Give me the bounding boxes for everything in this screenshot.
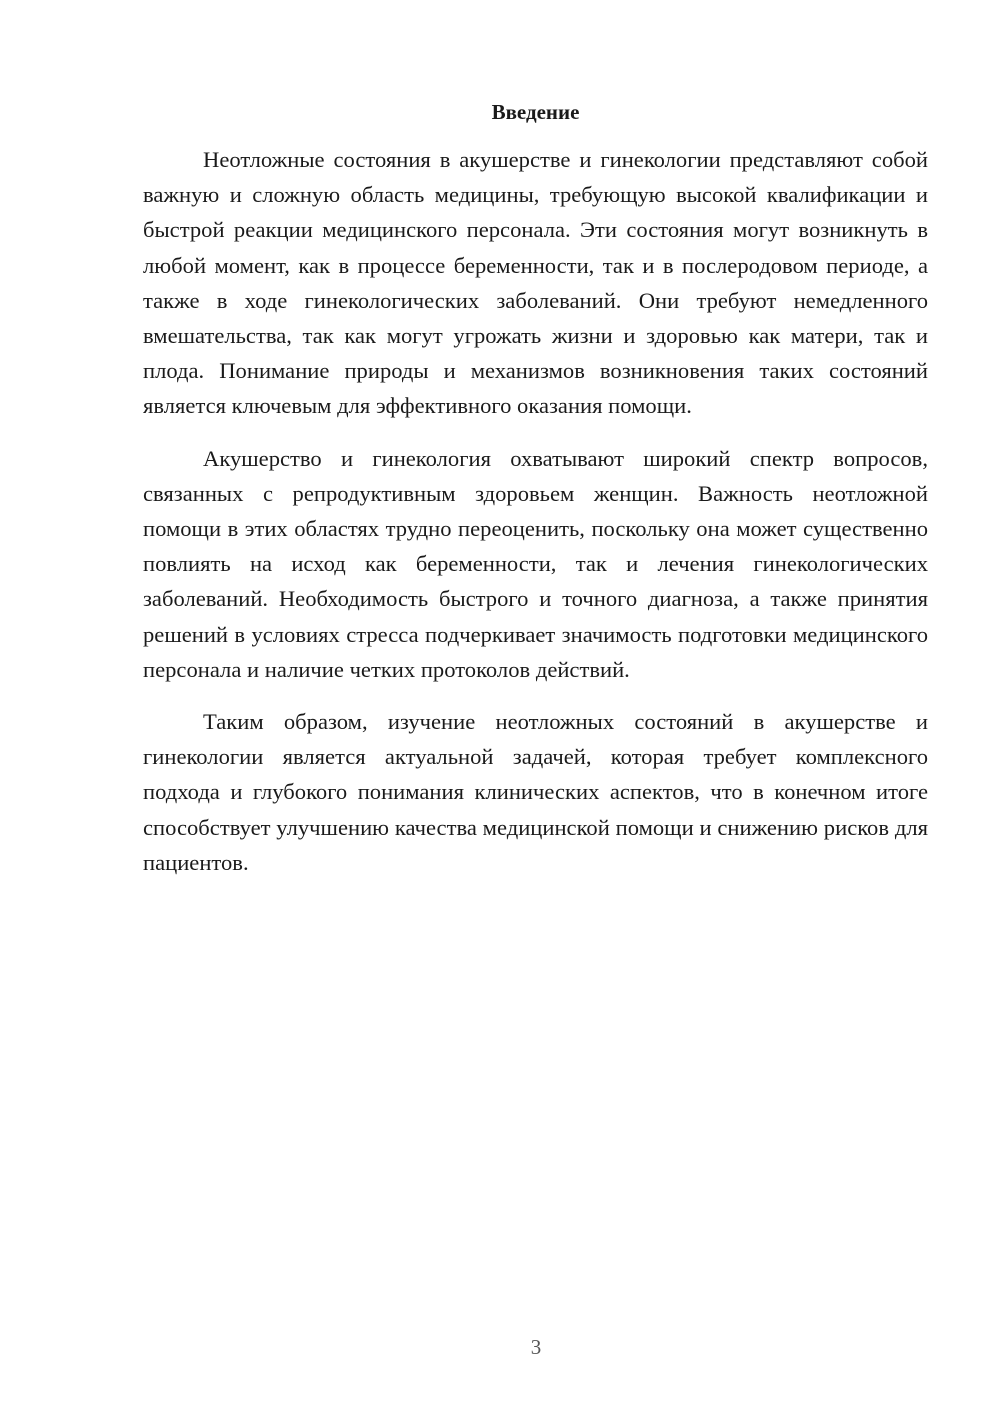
body-text — [143, 142, 928, 897]
section-heading: Введение — [491, 100, 580, 124]
paragraph-2: Акушерство и гинекология охватывают широкий спектр вопросов, связанных с репродуктивным здоровьем женщин. Важность неотложной помощи в этих областях трудно переоценить, поскольку она может существенно повлиять на исход как беременности, так и лечения гинекологических заболеваний. Необходимость быстрого и точного диагноза, а также принятия решений в условиях стресса подчеркивает значимость подготовки медицинского персонала и наличие четких протоколов действий. — [143, 445, 928, 682]
page-number: 3 — [530, 1335, 542, 1359]
paragraph-1: Неотложные состояния в акушерстве и гинекологии представляют собой важную и сложную область медицины, требующую высокой квалификации и быстрой реакции медицинского персонала. Эти состояния могут возникнуть в любой момент, как в процессе беременности, так и в послеродовом периоде, а также в ходе гинекологических заболеваний. Они требуют немедленного вмешательства, так как могут угрожать жизни и здоровью как матери, так и плода. Понимание природы и механизмов возникновения таких состояний является ключевым для эффективного оказания помощи. — [143, 147, 928, 419]
paragraph-3: Таким образом, изучение неотложных состояний в акушерстве и гинекологии является актуальной задачей, которая требует комплексного подхода и глубокого понимания клинических аспектов, что в конечном итоге способствует улучшению качества медицинской помощи и снижению рисков для пациентов. — [143, 709, 928, 875]
